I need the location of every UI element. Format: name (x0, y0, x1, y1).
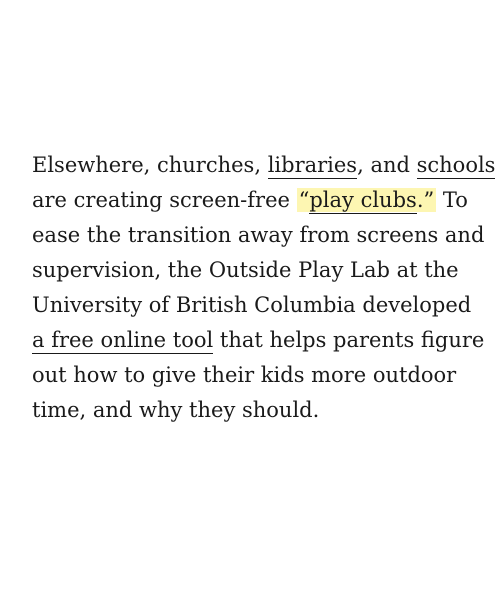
play-clubs-highlight (297, 188, 437, 212)
quote-close: .” (416, 188, 435, 212)
paragraph-line-2 (32, 183, 468, 218)
quote-open: “ (298, 188, 310, 212)
libraries-link[interactable]: libraries (267, 153, 358, 177)
text-segment: that helps parents figure (213, 328, 485, 352)
text-segment: To (436, 188, 468, 212)
text-segment: are creating screen-free (32, 188, 297, 212)
paragraph-line-7: out how to give their kids more outdoor (32, 363, 457, 387)
online-tool-link[interactable]: a free online tool (32, 328, 214, 352)
text-segment: Elsewhere, churches, (32, 153, 268, 177)
text-segment: , and (357, 153, 417, 177)
paragraph-line-8: time, and why they should. (32, 398, 320, 422)
paragraph-line-5: University of British Columbia developed (32, 293, 472, 317)
paragraph-line-3: ease the transition away from screens and (32, 223, 485, 247)
paragraph-line-6 (32, 323, 485, 358)
article-paragraph (32, 148, 495, 428)
play-clubs-link[interactable]: play clubs (309, 188, 417, 212)
paragraph-line-4: supervision, the Outside Play Lab at the (32, 258, 459, 282)
paragraph-line-1 (32, 148, 495, 183)
schools-link[interactable]: schools (416, 153, 495, 177)
